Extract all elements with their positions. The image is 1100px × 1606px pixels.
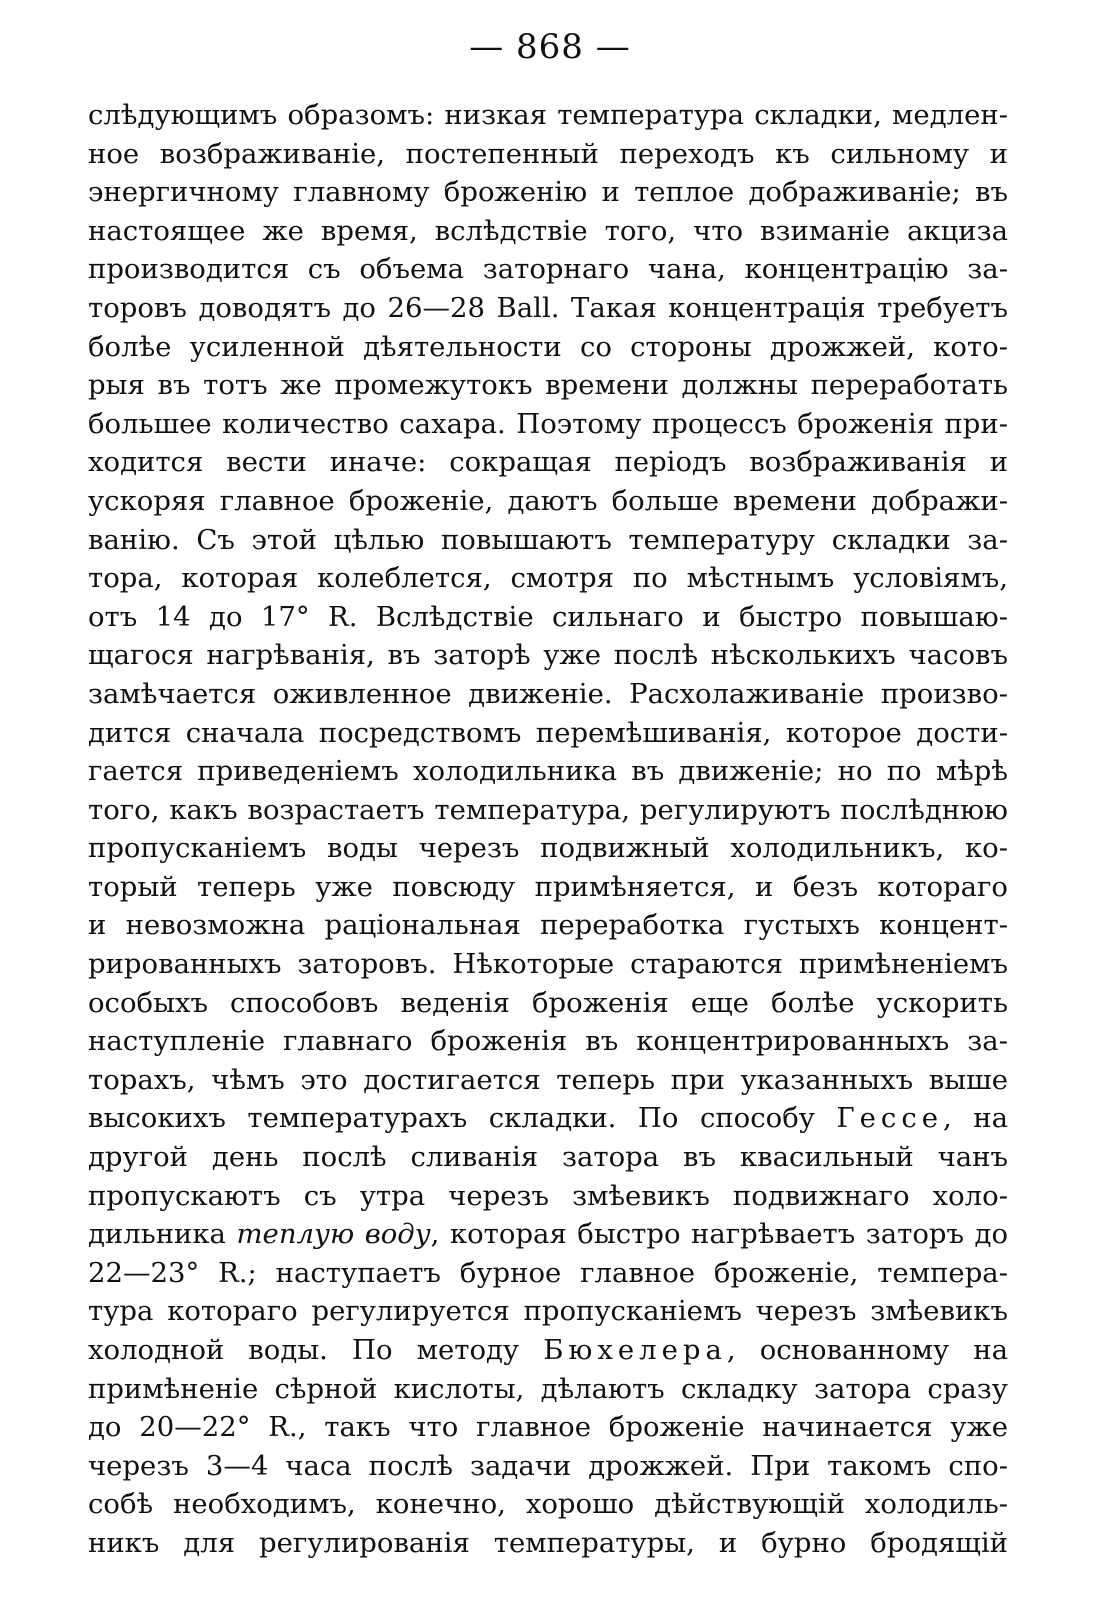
author-name-hesse: Гессе: [836, 1102, 944, 1135]
author-name-buchheler: Бюхелера: [543, 1334, 727, 1366]
text-line: отъ 14 до 17° R. Вслѣдствіе сильнаго и быстро повышаю-: [88, 600, 1008, 633]
text-line: особыхъ способовъ веденія броженія еще болѣе ускорить: [88, 986, 1008, 1019]
text-line: никъ для регулированія температуры, и бурно бродящій: [88, 1526, 1008, 1559]
text-line: [88, 1099, 1008, 1138]
text-line: замѣчается оживленное движеніе. Расхолаживаніе произво-: [88, 677, 1008, 710]
text-line: слѣдующимъ образомъ: низкая температура складки, медлен-: [88, 99, 1008, 131]
text-line: рированныхъ заторовъ. Нѣкоторые стараются примѣненіемъ: [88, 948, 1008, 981]
body-text: [88, 96, 1008, 1563]
text-line: до 20—22° R., такъ что главное броженіе начинается уже: [88, 1411, 1008, 1444]
text-segment: , основанному на: [726, 1334, 1008, 1366]
text-line: производится съ объема заторнаго чана, концентрацію за-: [88, 253, 1008, 286]
text-line: [88, 1215, 1008, 1254]
text-line: пропусканіемъ воды черезъ подвижный холодильникъ, ко-: [88, 832, 1008, 865]
text-line: гается приведеніемъ холодильника въ движеніе; но по мѣрѣ: [88, 755, 1008, 788]
text-line: пропускаютъ съ утра черезъ змѣевикъ подвижнаго холо-: [88, 1179, 1008, 1212]
text-line: ходится вести иначе: сокращая періодъ возбраживанія и: [88, 446, 1008, 479]
text-line: торовъ доводятъ до 26—28 Ball. Такая концентрація требуетъ: [88, 291, 1008, 324]
text-line: торый теперь уже повсюду примѣняется, и безъ котораго: [88, 870, 1008, 903]
text-line: [88, 1331, 1008, 1370]
text-line: дится сначала посредствомъ перемѣшиванія, которое дости-: [88, 716, 1008, 749]
text-line: наступленіе главнаго броженія въ концентрированныхъ за-: [88, 1025, 1008, 1058]
text-line: и невозможна раціональная переработка густыхъ концент-: [88, 909, 1008, 942]
text-line: щагося нагрѣванія, въ заторѣ уже послѣ нѣсколькихъ часовъ: [88, 639, 1008, 672]
text-line: примѣненіе сѣрной кислоты, дѣлаютъ складку затора сразу: [88, 1372, 1008, 1405]
text-line: того, какъ возрастаетъ температура, регулируютъ послѣднюю: [88, 793, 1008, 826]
text-line: болѣе усиленной дѣятельности со стороны дрожжей, кото-: [88, 330, 1008, 363]
text-line: черезъ 3—4 часа послѣ задачи дрожжей. При такомъ спо-: [88, 1449, 1008, 1482]
text-line: ускоряя главное броженіе, даютъ больше времени дображи-: [88, 484, 1008, 517]
text-segment: высокихъ температурахъ складки. По способу: [88, 1102, 815, 1135]
text-line: другой день послѣ сливанія затора въ квасильный чанъ: [88, 1141, 1008, 1174]
text-line: собѣ необходимъ, конечно, хорошо дѣйствующій холодиль-: [88, 1488, 1008, 1521]
text-line: рыя въ тотъ же промежутокъ времени должны переработать: [88, 369, 1008, 402]
text-segment: , которая быстро нагрѣваетъ заторъ до: [430, 1218, 1008, 1251]
text-segment: холодной воды. По методу: [88, 1334, 520, 1366]
text-line: ванію. Съ этой цѣлью повышаютъ температуру складки за-: [88, 523, 1008, 556]
italic-phrase: теплую воду: [236, 1218, 431, 1251]
text-line: настоящее же время, вслѣдствіе того, что взиманіе акциза: [88, 214, 1008, 247]
text-segment: дильника: [88, 1218, 226, 1251]
text-line: торахъ, чѣмъ это достигается теперь при указанныхъ выше: [88, 1063, 1008, 1096]
text-line: 22—23° R.; наступаетъ бурное главное броженіе, темпера-: [88, 1256, 1008, 1289]
text-line: ное возбраживаніе, постепенный переходъ къ сильному и: [88, 137, 1008, 170]
text-line: тора, которая колеблется, смотря по мѣстнымъ условіямъ,: [88, 562, 1008, 595]
text-segment: , на: [943, 1102, 1008, 1135]
text-line: большее количество сахара. Поэтому процессъ броженія при-: [88, 407, 1008, 440]
page-number: — 868 —: [469, 27, 631, 67]
text-line: энергичному главному броженію и теплое дображиваніе; въ: [88, 176, 1008, 209]
text-line: тура котораго регулируется пропусканіемъ черезъ змѣевикъ: [88, 1295, 1008, 1328]
